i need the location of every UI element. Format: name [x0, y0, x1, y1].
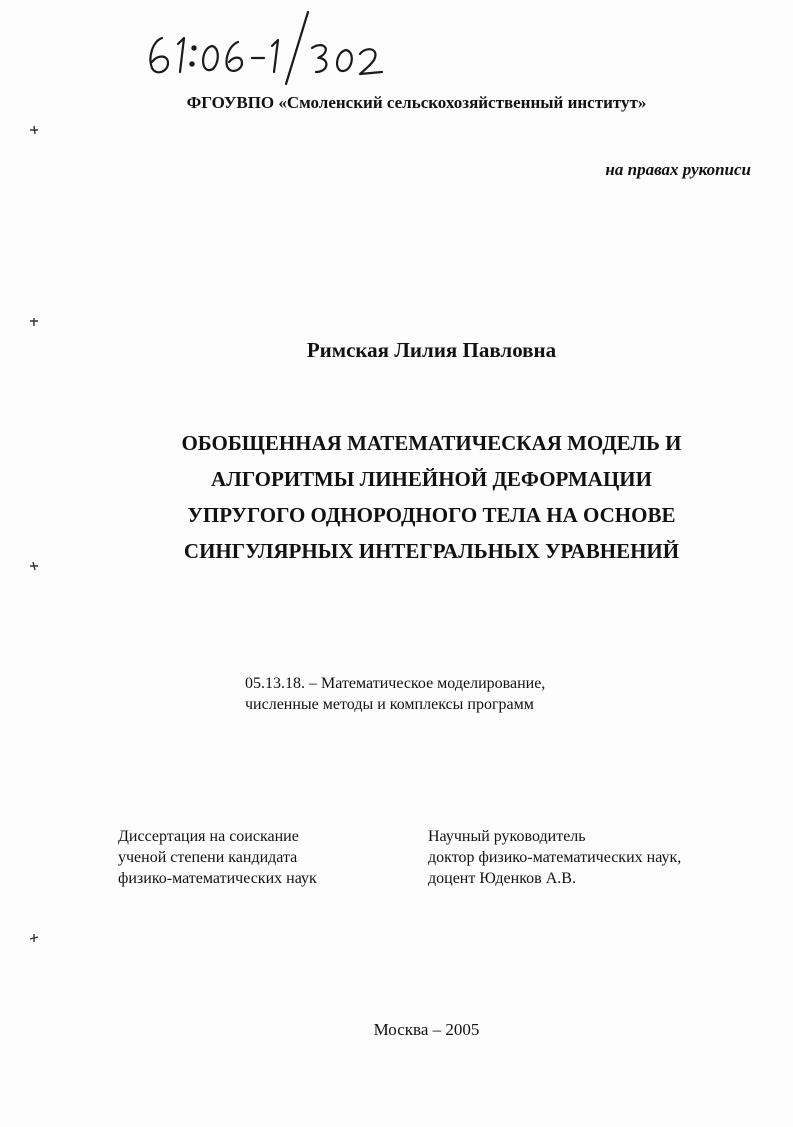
supervisor-block [428, 826, 681, 889]
degree-line: Диссертация на соискание [118, 828, 299, 845]
title-line: СИНГУЛЯРНЫХ ИНТЕГРАЛЬНЫХ УРАВНЕНИЙ [183, 539, 680, 563]
dissertation-title [0, 425, 793, 569]
institute-name: ФГОУВПО «Смоленский сельскохозяйственный институт» [186, 93, 647, 112]
title-line: ОБОБЩЕННАЯ МАТЕМАТИЧЕСКАЯ МОДЕЛЬ И [181, 431, 682, 455]
title-line: АЛГОРИТМЫ ЛИНЕЙНОЙ ДЕФОРМАЦИИ [211, 467, 652, 491]
specialty-code [245, 673, 545, 715]
supervisor-line: Научный руководитель [428, 828, 586, 845]
degree-line: физико-математических наук [118, 870, 317, 887]
degree-line: ученой степени кандидата [118, 849, 298, 866]
margin-scan-mark [28, 124, 40, 136]
manuscript-rights-note: на правах рукописи [605, 160, 751, 179]
specialty-line: численные методы и комплексы программ [245, 696, 534, 713]
margin-scan-mark [28, 316, 40, 328]
handwritten-catalog-code [140, 8, 400, 88]
dissertation-degree-block [118, 826, 317, 889]
specialty-line: 05.13.18. – Математическое моделирование, [245, 675, 546, 692]
margin-scan-mark [28, 932, 40, 944]
supervisor-line: доцент Юденков А.В. [428, 870, 576, 887]
city-year: Москва – 2005 [373, 1020, 480, 1039]
supervisor-line: доктор физико-математических наук, [428, 849, 682, 866]
title-line: УПРУГОГО ОДНОРОДНОГО ТЕЛА НА ОСНОВЕ [187, 503, 676, 527]
author-name: Римская Лилия Павловна [306, 338, 557, 362]
